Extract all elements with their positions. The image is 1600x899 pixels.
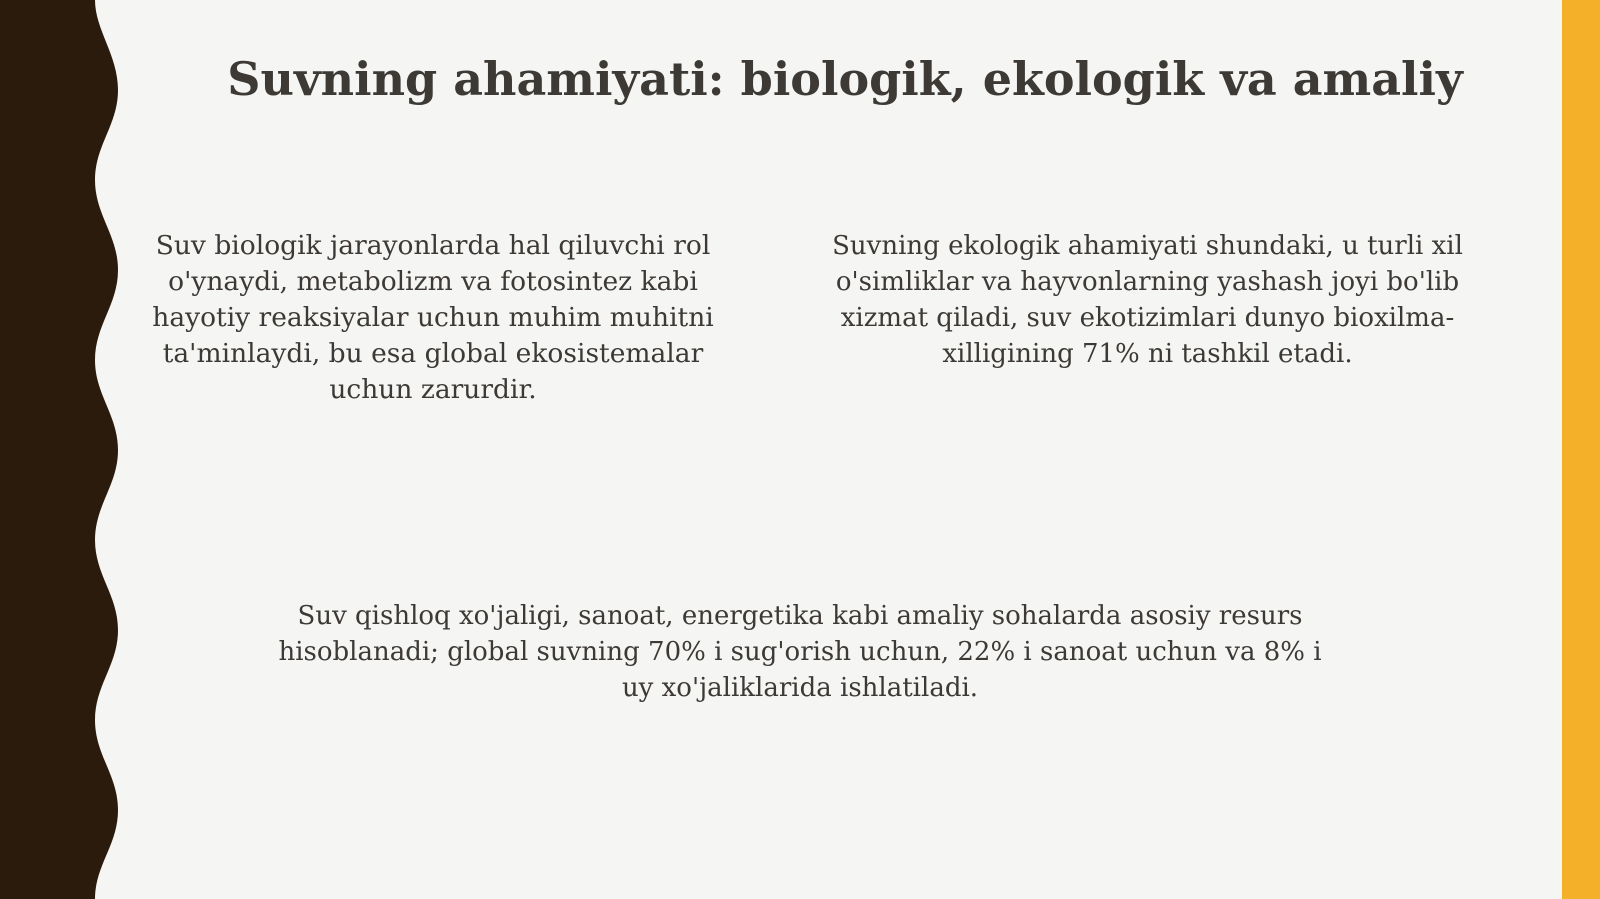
wave-shape [0, 0, 118, 899]
practical-importance-text: Suv qishloq xo'jaligi, sanoat, energetika kabi amaliy sohalarda asosiy resurs hisoblanadi; global suvning 70% i sug'orish uchun, 22% i sanoat uchun va 8% i uy xo'jaliklarida ishlatiladi. [278, 601, 1322, 703]
slide-title: Suvning ahamiyati: biologik, ekologik va amaliy [227, 52, 1463, 106]
ecological-importance-text: Suvning ekologik ahamiyati shundaki, u turli xil o'simliklar va hayvonlarning yashash joyi bo'lib xizmat qiladi, suv ekotizimlari dunyo bioxilma-xilligining 71% ni tashkil etadi. [832, 231, 1463, 369]
biological-importance-text: Suv biologik jarayonlarda hal qiluvchi rol o'ynaydi, metabolizm va fotosintez kabi hayotiy reaksiyalar uchun muhim muhitni ta'minlaydi, bu esa global ekosistemalar uchun zarurdir. [152, 230, 714, 405]
accent-side-bar [1562, 0, 1600, 899]
decorative-wave-band [0, 0, 130, 899]
